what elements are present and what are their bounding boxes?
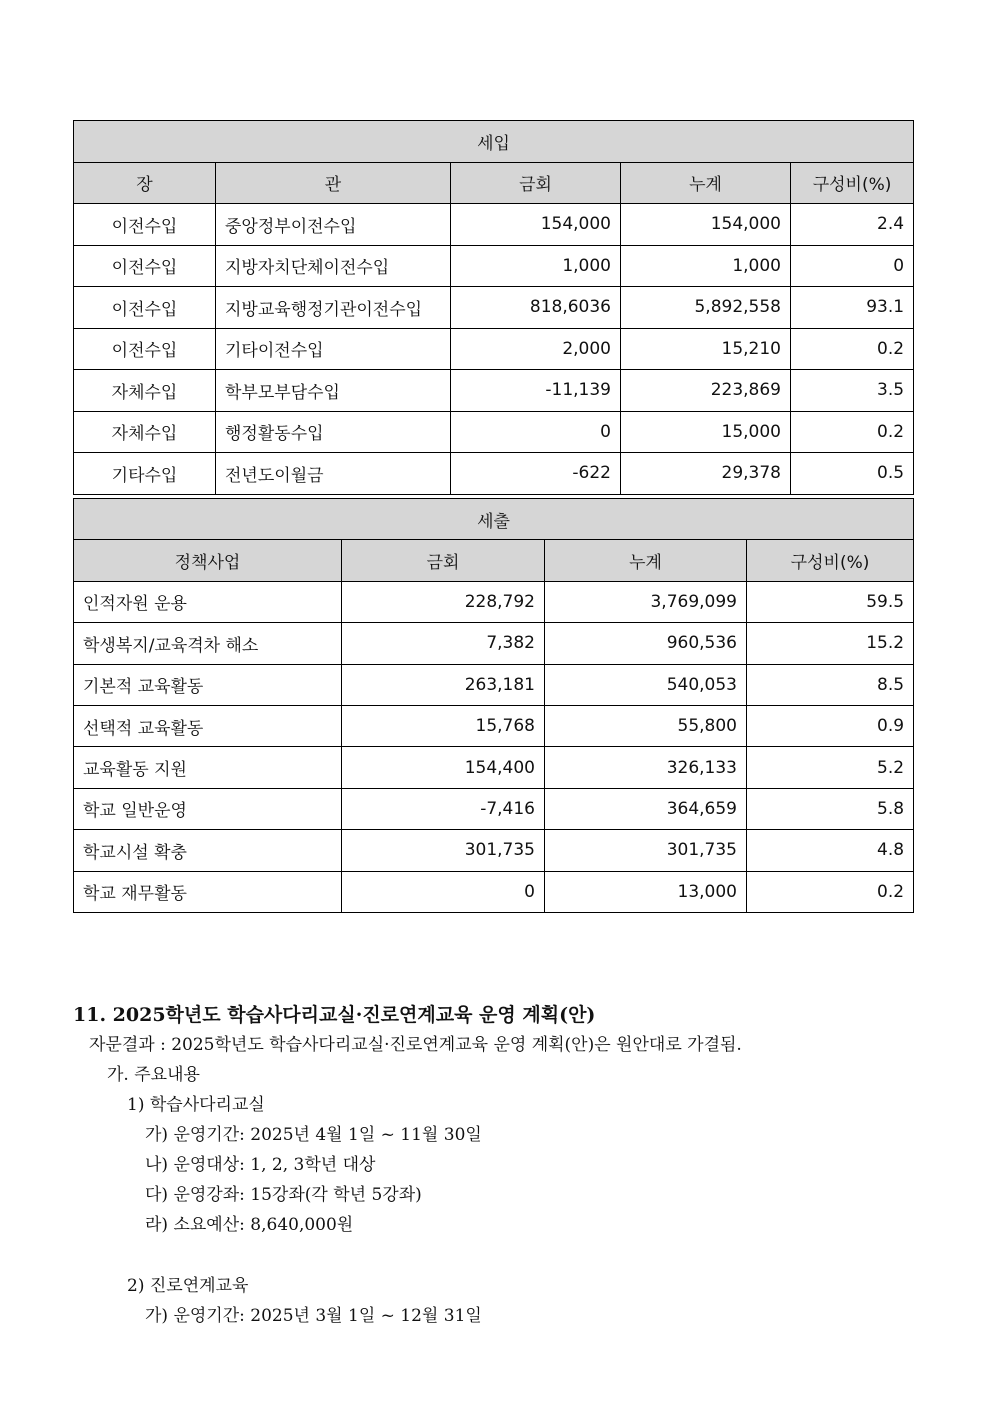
income-cell: 154,000 [621,204,791,246]
expense-cell: 15.2 [747,623,914,664]
income-cell: 1,000 [451,245,621,287]
table-row [74,287,914,329]
expense-cell: 인적자원 운용 [74,581,342,622]
expense-header-total: 누계 [545,540,747,581]
item-learning-ladder: 1) 학습사다리교실 [127,1095,265,1115]
expense-cell: 기본적 교육활동 [74,664,342,705]
income-header-ratio: 구성비(%) [791,162,914,204]
expense-cell: 3,769,099 [545,581,747,622]
item-career-education: 2) 진로연계교육 [127,1276,249,1296]
income-cell: 818,6036 [451,287,621,329]
expense-cell: 4.8 [747,830,914,871]
expense-cell: 0.9 [747,705,914,746]
income-cell: 223,869 [621,370,791,412]
expense-table [73,498,914,913]
main-content-heading: 가. 주요내용 [107,1065,200,1085]
table-row [74,664,914,705]
detail-line: 가) 운영기간: 2025년 4월 1일 ~ 11월 30일 [145,1125,482,1145]
expense-cell: 선택적 교육활동 [74,705,342,746]
income-header-total: 누계 [621,162,791,204]
expense-header-ratio: 구성비(%) [747,540,914,581]
expense-header-current: 금회 [342,540,545,581]
expense-cell: 228,792 [342,581,545,622]
income-table [73,120,914,495]
income-cell: 기타수입 [74,453,216,495]
income-cell: 기타이전수입 [216,328,451,370]
income-header-current: 금회 [451,162,621,204]
income-cell: 0 [791,245,914,287]
section-title: 11. 2025학년도 학습사다리교실·진로연계교육 운영 계획(안) [73,1004,596,1026]
expense-cell: 13,000 [545,871,747,912]
table-row [74,747,914,788]
income-cell: 전년도이월금 [216,453,451,495]
income-header-gwan: 관 [216,162,451,204]
expense-cell: 55,800 [545,705,747,746]
expense-cell: 15,768 [342,705,545,746]
expense-cell: 301,735 [545,830,747,871]
income-cell: 이전수입 [74,204,216,246]
consultation-result: 자문결과 : 2025학년도 학습사다리교실·진로연계교육 운영 계획(안)은 원안대로 가결됨. [89,1035,742,1055]
income-cell: 1,000 [621,245,791,287]
income-cell: 0 [451,411,621,453]
expense-cell: 301,735 [342,830,545,871]
table-row [74,871,914,912]
income-cell: 학부모부담수입 [216,370,451,412]
expense-cell: 학생복지/교육격차 해소 [74,623,342,664]
expense-cell: 교육활동 지원 [74,747,342,788]
table-row [74,830,914,871]
income-cell: -622 [451,453,621,495]
expense-cell: 540,053 [545,664,747,705]
expense-cell: 5.2 [747,747,914,788]
detail-line: 라) 소요예산: 8,640,000원 [145,1215,354,1235]
income-cell: 0.5 [791,453,914,495]
table-row [74,204,914,246]
income-cell: 2,000 [451,328,621,370]
income-cell: 3.5 [791,370,914,412]
income-cell: 중앙정부이전수입 [216,204,451,246]
income-cell: 이전수입 [74,328,216,370]
table-row [74,245,914,287]
expense-cell: 364,659 [545,788,747,829]
expense-cell: 960,536 [545,623,747,664]
section-11 [73,1000,933,1331]
income-cell: 자체수입 [74,370,216,412]
income-cell: 15,000 [621,411,791,453]
expense-cell: 263,181 [342,664,545,705]
income-cell: 지방자치단체이전수입 [216,245,451,287]
income-cell: 15,210 [621,328,791,370]
expense-cell: 0 [342,871,545,912]
expense-title: 세출 [74,499,914,540]
income-cell: 5,892,558 [621,287,791,329]
income-cell: 2.4 [791,204,914,246]
income-cell: 0.2 [791,328,914,370]
table-row [74,328,914,370]
expense-cell: 학교 재무활동 [74,871,342,912]
expense-cell: 5.8 [747,788,914,829]
table-row [74,705,914,746]
income-cell: 행정활동수입 [216,411,451,453]
table-row [74,623,914,664]
expense-cell: -7,416 [342,788,545,829]
income-header-jang: 장 [74,162,216,204]
expense-cell: 59.5 [747,581,914,622]
income-cell: 0.2 [791,411,914,453]
expense-cell: 7,382 [342,623,545,664]
expense-cell: 154,400 [342,747,545,788]
expense-cell: 0.2 [747,871,914,912]
detail-line: 다) 운영강좌: 15강좌(각 학년 5강좌) [145,1185,422,1205]
income-cell: 154,000 [451,204,621,246]
income-title: 세입 [74,121,914,163]
expense-cell: 8.5 [747,664,914,705]
income-cell: 29,378 [621,453,791,495]
income-cell: 이전수입 [74,287,216,329]
expense-cell: 학교 일반운영 [74,788,342,829]
income-cell: 자체수입 [74,411,216,453]
income-cell: -11,139 [451,370,621,412]
income-cell: 이전수입 [74,245,216,287]
table-row [74,581,914,622]
table-row [74,788,914,829]
detail-line: 나) 운영대상: 1, 2, 3학년 대상 [145,1155,376,1175]
table-row [74,453,914,495]
table-row [74,411,914,453]
expense-cell: 학교시설 확충 [74,830,342,871]
income-cell: 지방교육행정기관이전수입 [216,287,451,329]
expense-cell: 326,133 [545,747,747,788]
expense-header-policy: 정책사업 [74,540,342,581]
table-row [74,370,914,412]
income-cell: 93.1 [791,287,914,329]
detail-line: 가) 운영기간: 2025년 3월 1일 ~ 12월 31일 [145,1306,482,1326]
